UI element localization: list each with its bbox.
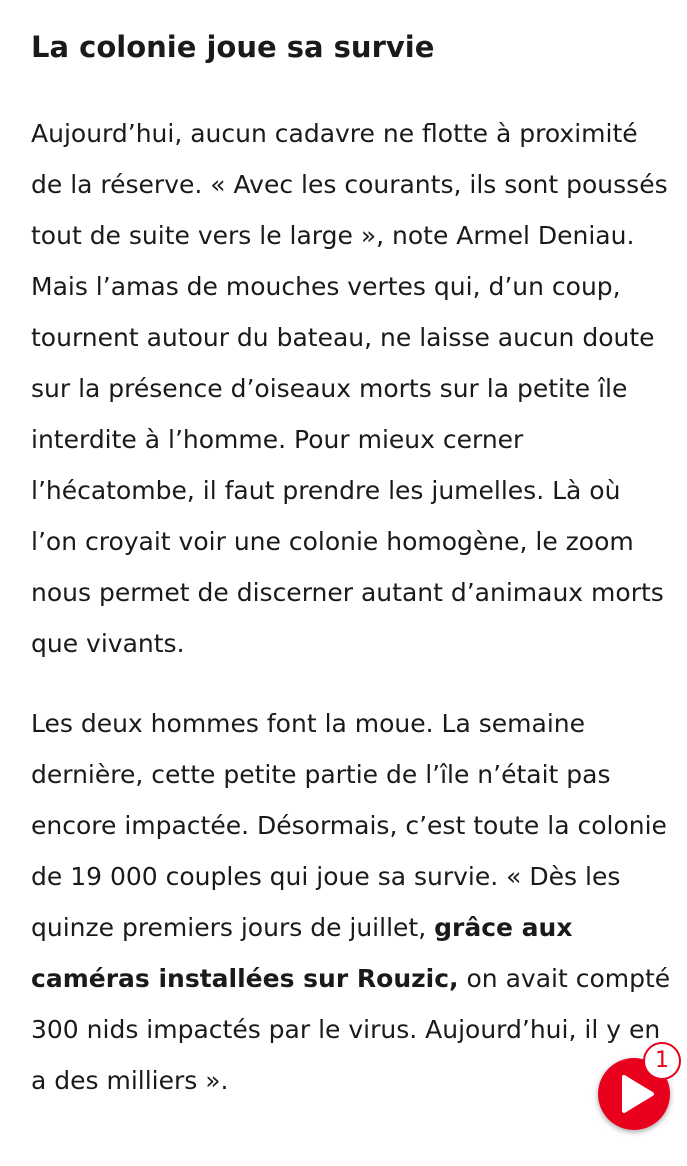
notification-count-badge: 1 [643,1042,681,1080]
article-paragraph-2 [31,698,671,1106]
paragraph-2-text-end: on avait compté 300 nids impactés par le virus. Aujourd’hui, il y en a des milliers ». [31,964,671,1095]
article-paragraph-1: Aujourd’hui, aucun cadavre ne flotte à proximité de la réserve. « Avec les courants, ils sont poussés tout de suite vers le large », note Armel Deniau. Mais l’amas de mouches vertes qui, d’un coup, tournent autour du bateau, ne laisse aucun doute sur la présence d’oiseaux morts sur la petite île interdite à l’homme. Pour mieux cerner l’hécatombe, il faut prendre les jumelles. Là où l’on croyait voir une colonie homogène, le zoom nous permet de discerner autant d’animaux morts que vivants. [31,119,668,658]
article-body [31,24,671,1106]
paragraph-2-bold-text: grâce aux caméras installées sur Rouzic, [31,913,573,993]
paragraph-2-text-start: Les deux hommes font la moue. La semaine dernière, cette petite partie de l’île n’était pas encore impactée. Désormais, c’est toute la colonie de 19 000 couples qui joue sa survie. « Dès les quinze premiers jours de juillet, [31,709,667,942]
play-icon [619,1074,655,1114]
section-heading: La colonie joue sa survie [31,30,435,64]
